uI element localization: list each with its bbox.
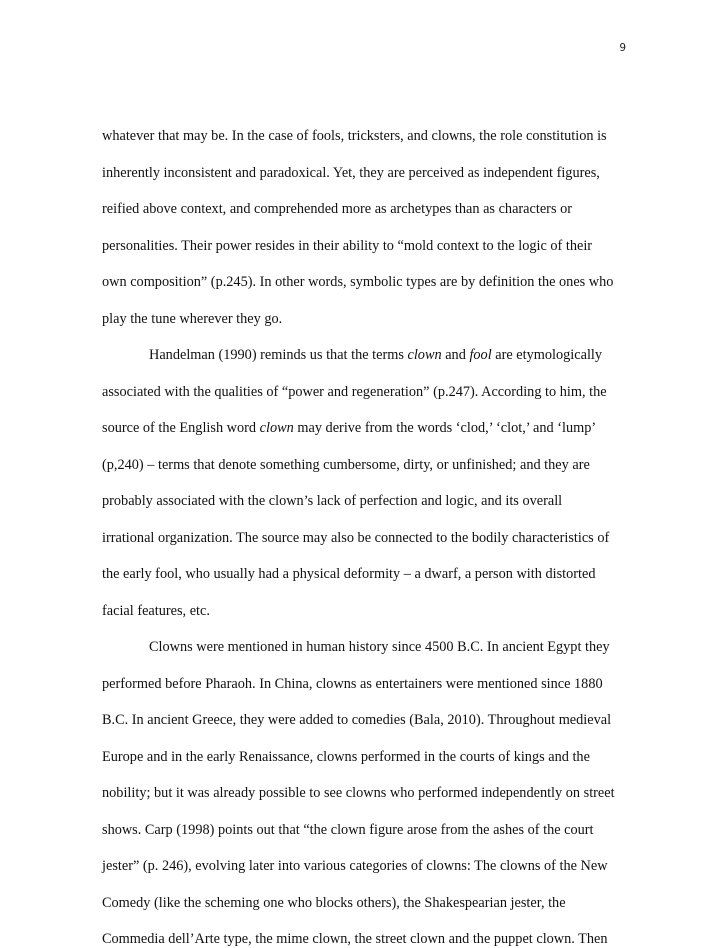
- text-line: irrational organization. The source may also be connected to the bodily characteristics of: [102, 530, 610, 546]
- text-run: may derive from the words ‘clod,’ ‘clot,’ and ‘lump’: [293, 420, 597, 436]
- text-run: source of the English word: [102, 420, 260, 436]
- text-line: associated with the qualities of “power and regeneration” (p.247). According to him, the: [102, 384, 607, 400]
- text-line: facial features, etc.: [102, 603, 210, 619]
- text-line: the early fool, who usually had a physical deformity – a dwarf, a person with distorted: [102, 566, 596, 582]
- text-line: whatever that may be. In the case of fools, tricksters, and clowns, the role constitution is: [102, 128, 607, 144]
- text-run: are etymologically: [491, 347, 603, 363]
- text-line: reified above context, and comprehended more as archetypes than as characters or: [102, 201, 572, 217]
- italic-term-clown: clown: [259, 420, 294, 436]
- text-line: Commedia dell’Arte type, the mime clown, the street clown and the puppet clown. Then: [102, 931, 608, 947]
- italic-term-fool: fool: [469, 347, 492, 363]
- text-line: performed before Pharaoh. In China, clowns as entertainers were mentioned since 1880: [102, 676, 603, 692]
- text-line: play the tune wherever they go.: [102, 311, 283, 327]
- text-line: [149, 346, 602, 364]
- text-line: shows. Carp (1998) points out that “the clown figure arose from the ashes of the court: [102, 822, 594, 838]
- text-line: [102, 419, 596, 437]
- text-run: and: [441, 347, 470, 363]
- text-line: Europe and in the early Renaissance, clowns performed in the courts of kings and the: [102, 749, 590, 765]
- text-line: B.C. In ancient Greece, they were added to comedies (Bala, 2010). Throughout medieval: [102, 712, 612, 728]
- text-line: inherently inconsistent and paradoxical. Yet, they are perceived as independent figures,: [102, 165, 600, 181]
- text-run: Handelman (1990) reminds us that the terms: [149, 347, 408, 363]
- text-line: (p,240) – terms that denote something cumbersome, dirty, or unfinished; and they are: [102, 457, 590, 473]
- text-line: jester” (p. 246), evolving later into various categories of clowns: The clowns of the New: [102, 858, 608, 874]
- text-line: Comedy (like the scheming one who blocks others), the Shakespearian jester, the: [102, 895, 566, 911]
- text-line: nobility; but it was already possible to see clowns who performed independently on street: [102, 785, 615, 801]
- text-line: own composition” (p.245). In other words, symbolic types are by definition the ones who: [102, 274, 614, 290]
- page-number: 9: [619, 42, 626, 54]
- text-line: Clowns were mentioned in human history since 4500 B.C. In ancient Egypt they: [149, 639, 610, 655]
- text-line: probably associated with the clown’s lack of perfection and logic, and its overall: [102, 493, 563, 509]
- italic-term-clown: clown: [407, 347, 442, 363]
- text-line: personalities. Their power resides in their ability to “mold context to the logic of their: [102, 238, 593, 254]
